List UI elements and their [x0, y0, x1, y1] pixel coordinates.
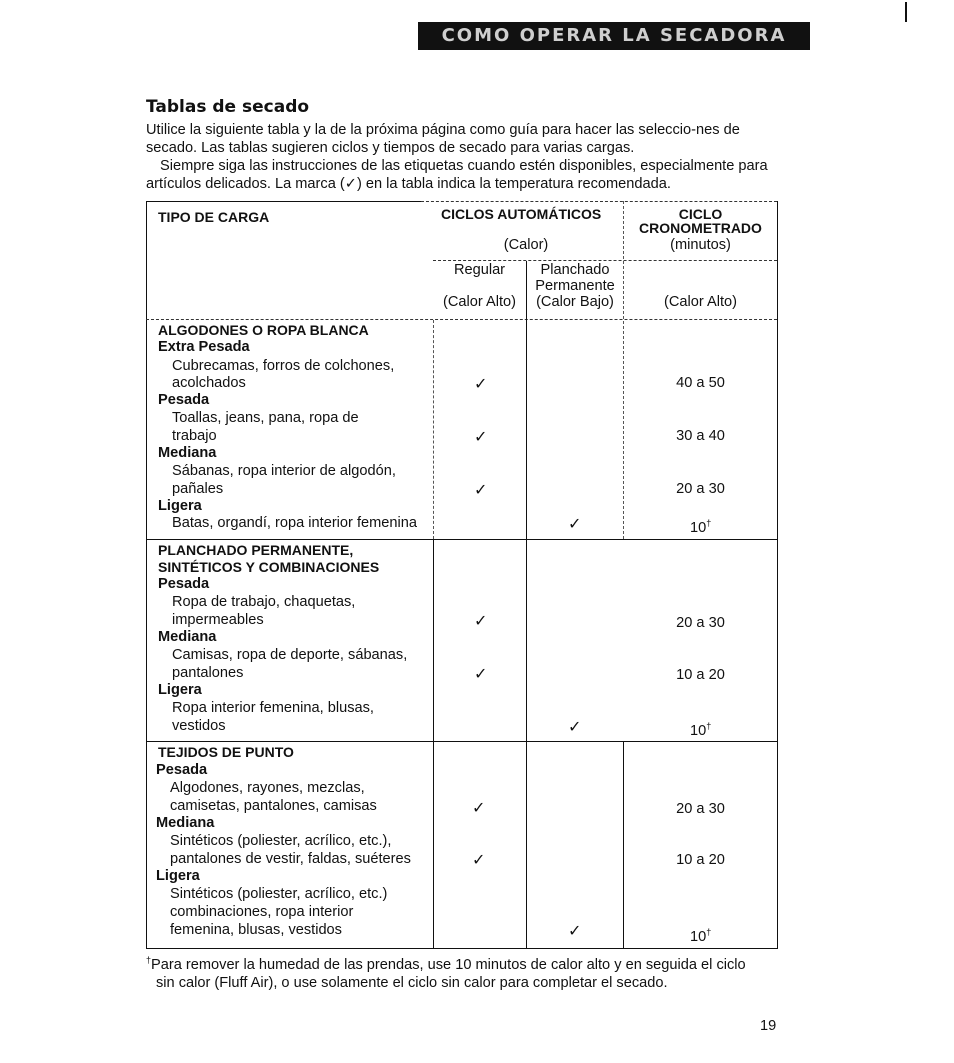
load-description: Ropa de trabajo, chaquetas,: [172, 594, 356, 610]
load-description: Camisas, ropa de deporte, sábanas,: [172, 647, 408, 663]
weight-label: Ligera: [158, 498, 202, 514]
page-banner: COMO OPERAR LA SECADORA: [418, 22, 810, 50]
check-mark: ✓: [474, 374, 488, 393]
check-mark: ✓: [474, 480, 488, 499]
header-timed-unit: (minutos): [670, 237, 731, 253]
dagger-mark: †: [706, 721, 712, 731]
load-description: Sintéticos (poliester, acrílico, etc.): [170, 886, 388, 902]
weight-label: Ligera: [156, 868, 200, 884]
time-number: 10: [690, 722, 707, 739]
load-description: Toallas, jeans, pana, ropa de: [172, 410, 359, 426]
col-divider-a: [433, 540, 434, 948]
table-border-left: [146, 201, 147, 949]
weight-label: Pesada: [158, 576, 210, 592]
time-value: 20 a 30: [676, 801, 725, 817]
check-mark: ✓: [474, 664, 488, 683]
load-description: combinaciones, ropa interior: [170, 904, 354, 920]
section-title-synthetics: SINTÉTICOS Y COMBINACIONES: [158, 559, 380, 575]
check-mark: ✓: [474, 427, 488, 446]
header-regular-heat: (Calor Alto): [443, 294, 516, 310]
header-timed-2: CRONOMETRADO: [639, 220, 762, 236]
section-title: Tablas de secado: [146, 97, 310, 117]
time-value: [690, 515, 711, 537]
header-timed-1: CICLO: [678, 206, 723, 222]
header-perm-press-2: Permanente: [535, 278, 615, 294]
footnote-line-1: [146, 951, 786, 974]
weight-label: Mediana: [158, 445, 217, 461]
weight-label: Mediana: [156, 815, 215, 831]
col-divider-b: [526, 261, 527, 949]
load-description: Batas, organdí, ropa interior femenina: [172, 515, 417, 531]
load-description: Cubrecamas, forros de colchones,: [172, 358, 395, 374]
intro-paragraph-1: Utilice la siguiente tabla y la de la próxima página como guía para hacer las seleccio-nes de secado. Las tablas sugieren ciclos y tiempos de secado para varias cargas.: [146, 122, 740, 156]
time-number: 10: [690, 928, 707, 945]
drying-table: [146, 201, 778, 949]
check-mark: ✓: [474, 611, 488, 630]
table-top-dashed: [421, 201, 777, 202]
weight-label: Mediana: [158, 629, 217, 645]
intro-text: [146, 121, 786, 193]
weight-label: Extra Pesada: [158, 339, 250, 355]
section-title-cottons: ALGODONES O ROPA BLANCA: [158, 322, 369, 338]
intro-paragraph-2: Siempre siga las instrucciones de las etiquetas cuando estén disponibles, especialmente para artículos delicados. La marca (✓) en la tabla indica la temperatura recomendada.: [146, 158, 768, 192]
table-border-top: [146, 201, 421, 202]
section-divider-1: [146, 539, 778, 540]
footnote-line-2: sin calor (Fluff Air), o use solamente el ciclo sin calor para completar el secado.: [156, 974, 668, 991]
footnote: [146, 951, 786, 992]
check-mark: ✓: [472, 850, 486, 869]
header-sub-rule: [433, 260, 777, 261]
time-value: 20 a 30: [676, 615, 725, 631]
load-description: impermeables: [172, 612, 264, 628]
section-divider-2: [146, 741, 778, 742]
load-description: camisetas, pantalones, camisas: [170, 798, 377, 814]
time-value: 20 a 30: [676, 481, 725, 497]
header-regular: Regular: [453, 262, 506, 278]
load-description: acolchados: [172, 375, 246, 391]
load-description: trabajo: [172, 428, 217, 444]
col-divider-a-top: [433, 320, 434, 539]
load-description: pantalones: [172, 665, 244, 681]
weight-label: Ligera: [158, 682, 202, 698]
header-bottom-rule: [146, 319, 777, 320]
header-perm-press-1: Planchado: [540, 262, 610, 278]
weight-label: Pesada: [156, 762, 208, 778]
load-description: Sábanas, ropa interior de algodón,: [172, 463, 396, 479]
weight-label: Pesada: [158, 392, 210, 408]
dagger-mark: †: [706, 927, 712, 937]
check-mark: ✓: [472, 798, 486, 817]
dagger-mark: †: [706, 518, 712, 528]
header-auto-cycles: CICLOS AUTOMÁTICOS: [441, 206, 602, 222]
time-value: 30 a 40: [676, 428, 725, 444]
load-description: pantalones de vestir, faldas, suéteres: [170, 851, 411, 867]
load-description: Algodones, rayones, mezclas,: [170, 780, 365, 796]
time-value: 40 a 50: [676, 375, 725, 391]
load-description: Sintéticos (poliester, acrílico, etc.),: [170, 833, 392, 849]
table-border-bottom: [146, 948, 778, 949]
time-value: 10 a 20: [676, 852, 725, 868]
header-load-type: TIPO DE CARGA: [158, 209, 270, 225]
header-perm-press-heat: (Calor Bajo): [536, 294, 614, 310]
load-description: Ropa interior femenina, blusas,: [172, 700, 374, 716]
check-mark: ✓: [568, 514, 582, 533]
time-value: 10 a 20: [676, 667, 725, 683]
time-number: 10: [690, 519, 707, 536]
section-title-permanent-press: PLANCHADO PERMANENTE,: [158, 542, 354, 558]
header-timed-heat: (Calor Alto): [664, 294, 737, 310]
load-description: femenina, blusas, vestidos: [170, 922, 342, 938]
time-value: [690, 718, 711, 740]
table-border-right: [777, 201, 778, 949]
load-description: pañales: [172, 481, 224, 497]
page-number: 19: [760, 1018, 777, 1034]
time-value: [690, 924, 711, 946]
section-title-knits: TEJIDOS DE PUNTO: [158, 744, 294, 760]
margin-mark: [905, 2, 907, 22]
check-mark: ✓: [568, 717, 582, 736]
check-mark: ✓: [568, 921, 582, 940]
header-calor: (Calor): [503, 237, 549, 253]
load-description: vestidos: [172, 718, 226, 734]
dagger-mark: †: [146, 955, 152, 965]
col-divider-c: [623, 742, 624, 949]
footnote-text: Para remover la humedad de las prendas, use 10 minutos de calor alto y en seguida el ciclo: [151, 956, 746, 973]
